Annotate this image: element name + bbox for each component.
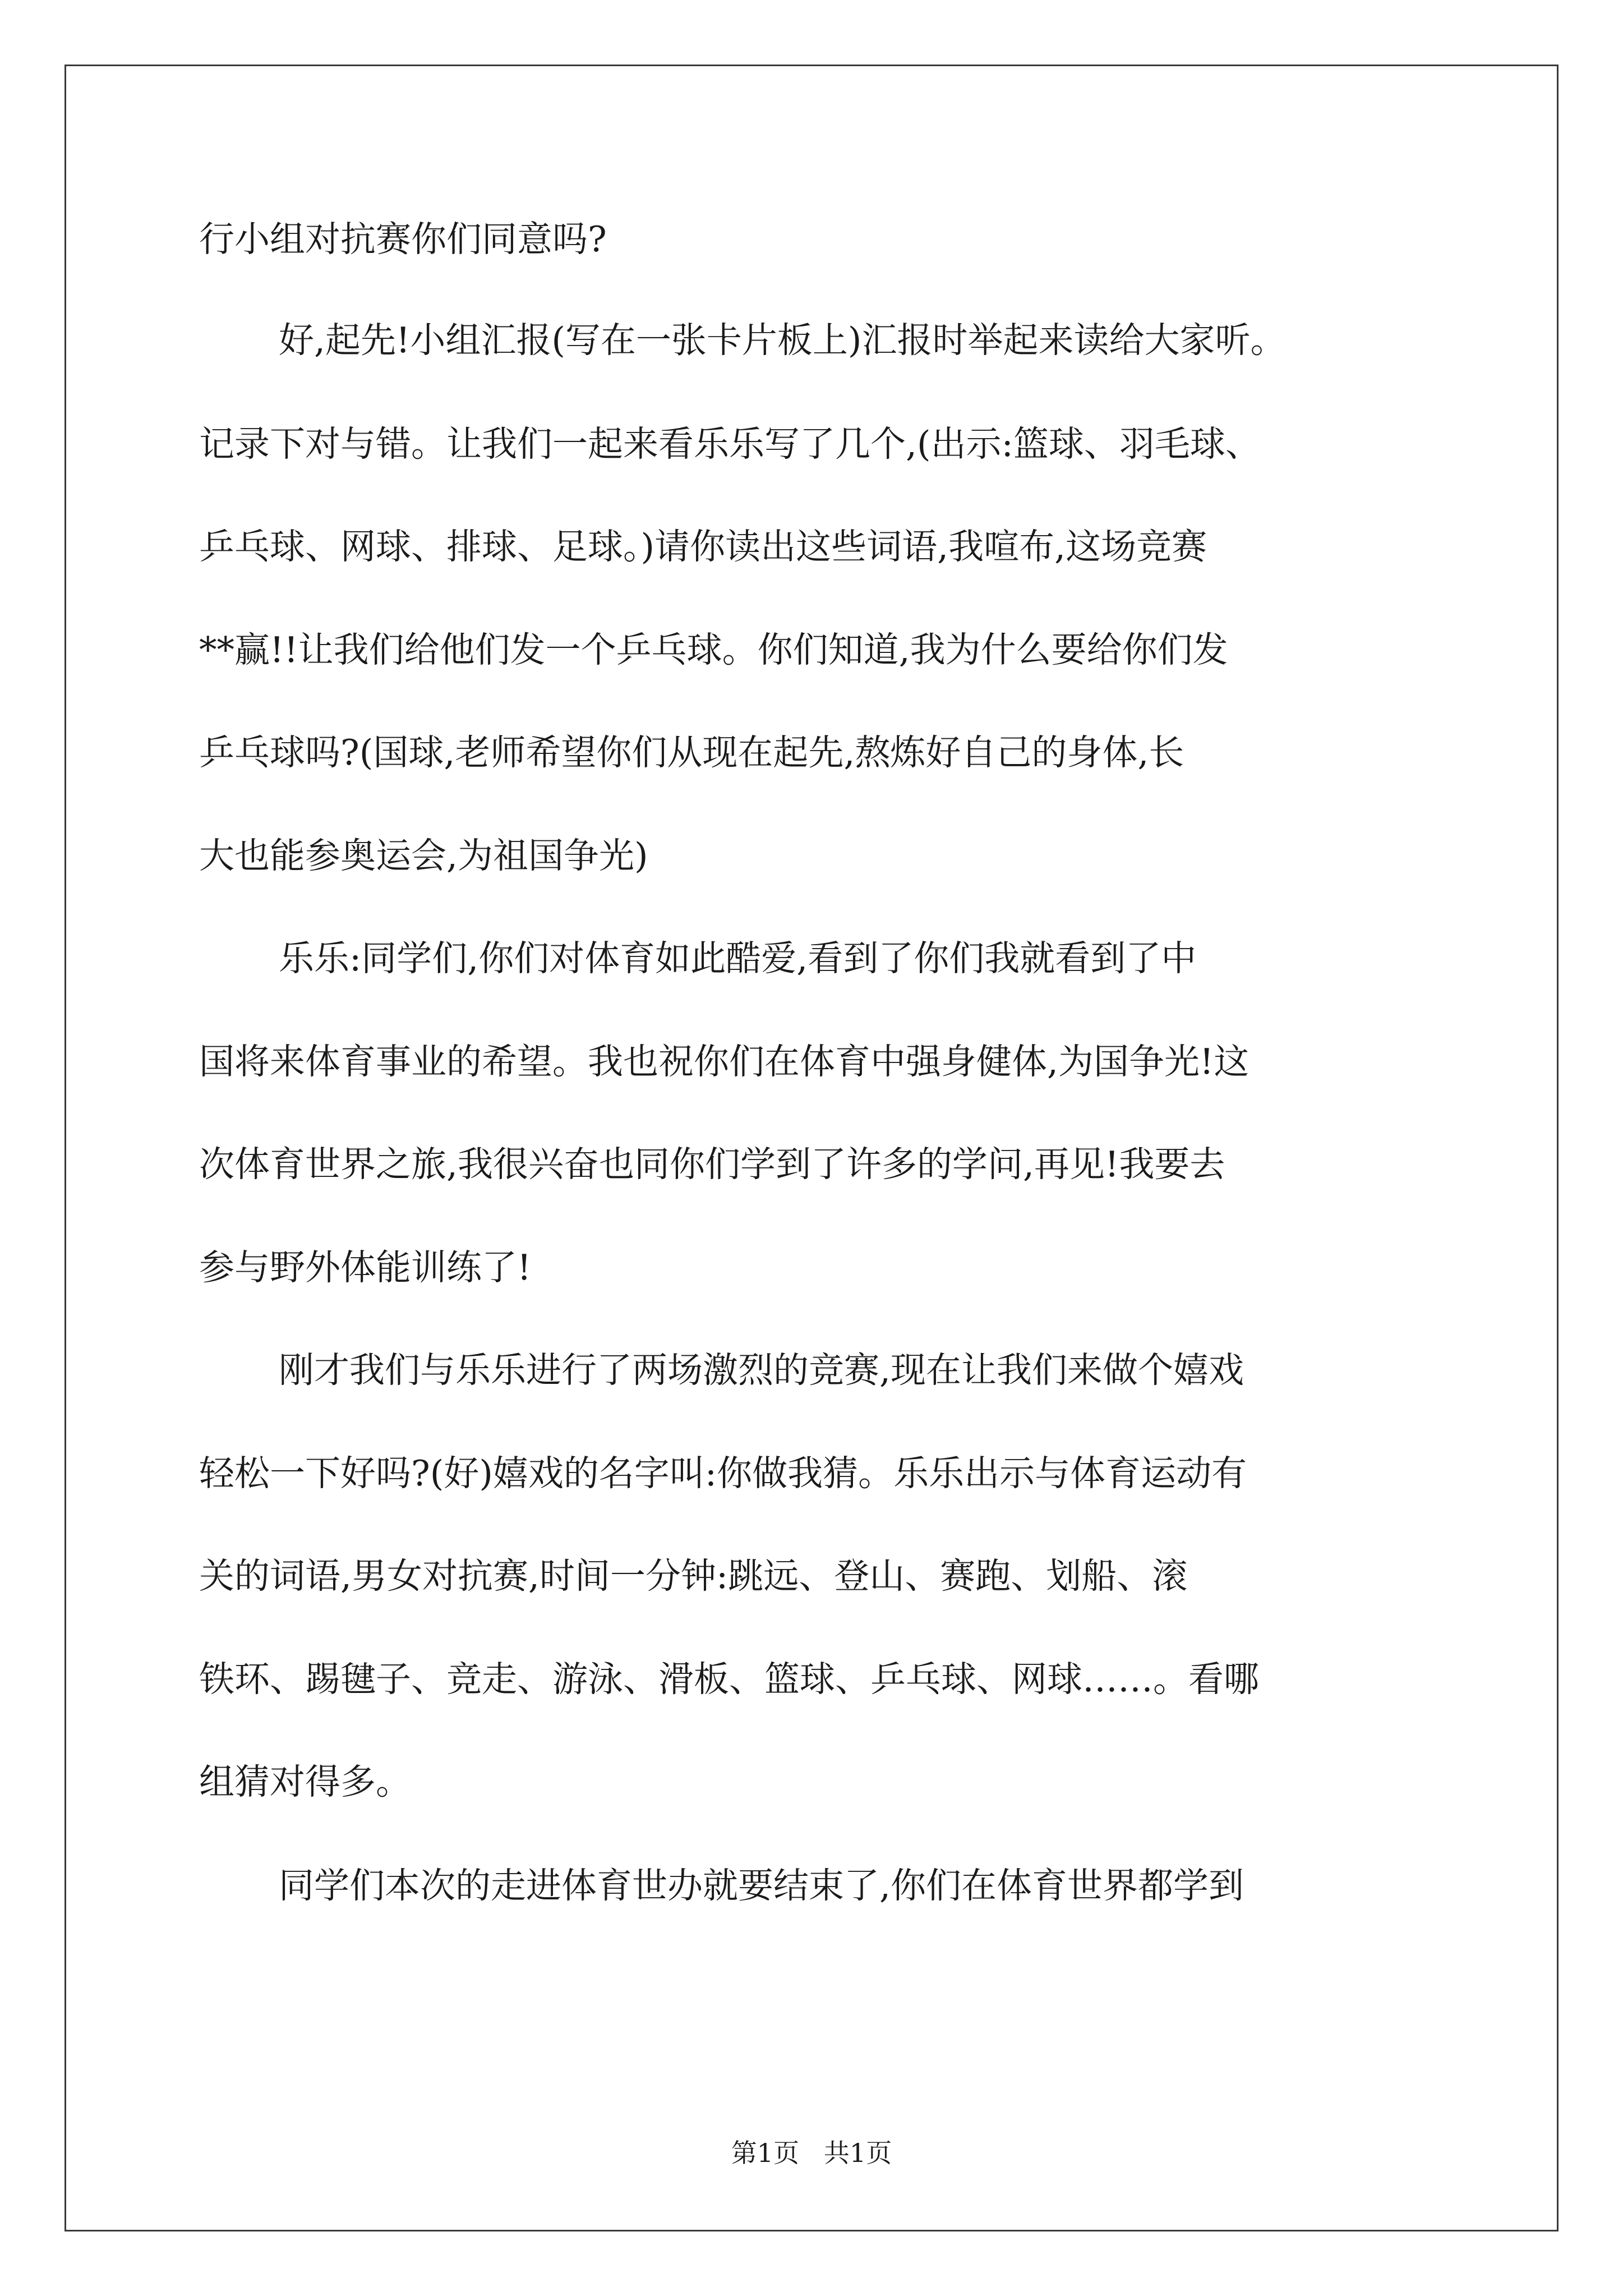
text-line-9: 国将来体育事业的希望。我也祝你们在体育中强身健体,为国争光!这 <box>199 1041 1249 1082</box>
text-line-2: 好,起先!小组汇报(写在一张卡片板上)汇报时举起来读给大家听。 <box>279 320 1286 361</box>
text-line-12: 刚才我们与乐乐进行了两场激烈的竞赛,现在让我们来做个嬉戏 <box>279 1350 1244 1391</box>
text-line-15: 铁环、踢毽子、竞走、游泳、滑板、篮球、乒乓球、网球……。看哪 <box>199 1659 1259 1700</box>
text-line-7: 大也能参奥运会,为祖国争光) <box>199 835 648 876</box>
page-footer: 第1页 共1页 <box>731 2138 892 2168</box>
text-line-5: **赢!!让我们给他们发一个乒乓球。你们知道,我为什么要给你们发 <box>199 629 1228 670</box>
text-line-14: 关的词语,男女对抗赛,时间一分钟:跳远、登山、赛跑、划船、滚 <box>199 1556 1188 1596</box>
text-line-1: 行小组对抗赛你们同意吗? <box>199 219 607 260</box>
text-line-16: 组猜对得多。 <box>199 1761 411 1802</box>
text-line-13: 轻松一下好吗?(好)嬉戏的名字叫:你做我猜。乐乐出示与体育运动有 <box>199 1453 1247 1494</box>
text-line-3: 记录下对与错。让我们一起来看乐乐写了几个,(出示:篮球、羽毛球、 <box>199 424 1261 464</box>
text-line-4: 乒乓球、网球、排球、足球。)请你读出这些词语,我喧布,这场竞赛 <box>199 526 1207 567</box>
text-line-6: 乒乓球吗?(国球,老师希望你们从现在起先,熬炼好自己的身体,长 <box>199 732 1184 773</box>
text-line-17: 同学们本次的走进体育世办就要结束了,你们在体育世界都学到 <box>279 1865 1244 1906</box>
text-line-11: 参与野外体能训练了! <box>199 1247 532 1288</box>
text-line-8: 乐乐:同学们,你们对体育如此酷爱,看到了你们我就看到了中 <box>279 938 1197 979</box>
text-line-10: 次体育世界之旅,我很兴奋也同你们学到了许多的学问,再见!我要去 <box>199 1144 1225 1185</box>
